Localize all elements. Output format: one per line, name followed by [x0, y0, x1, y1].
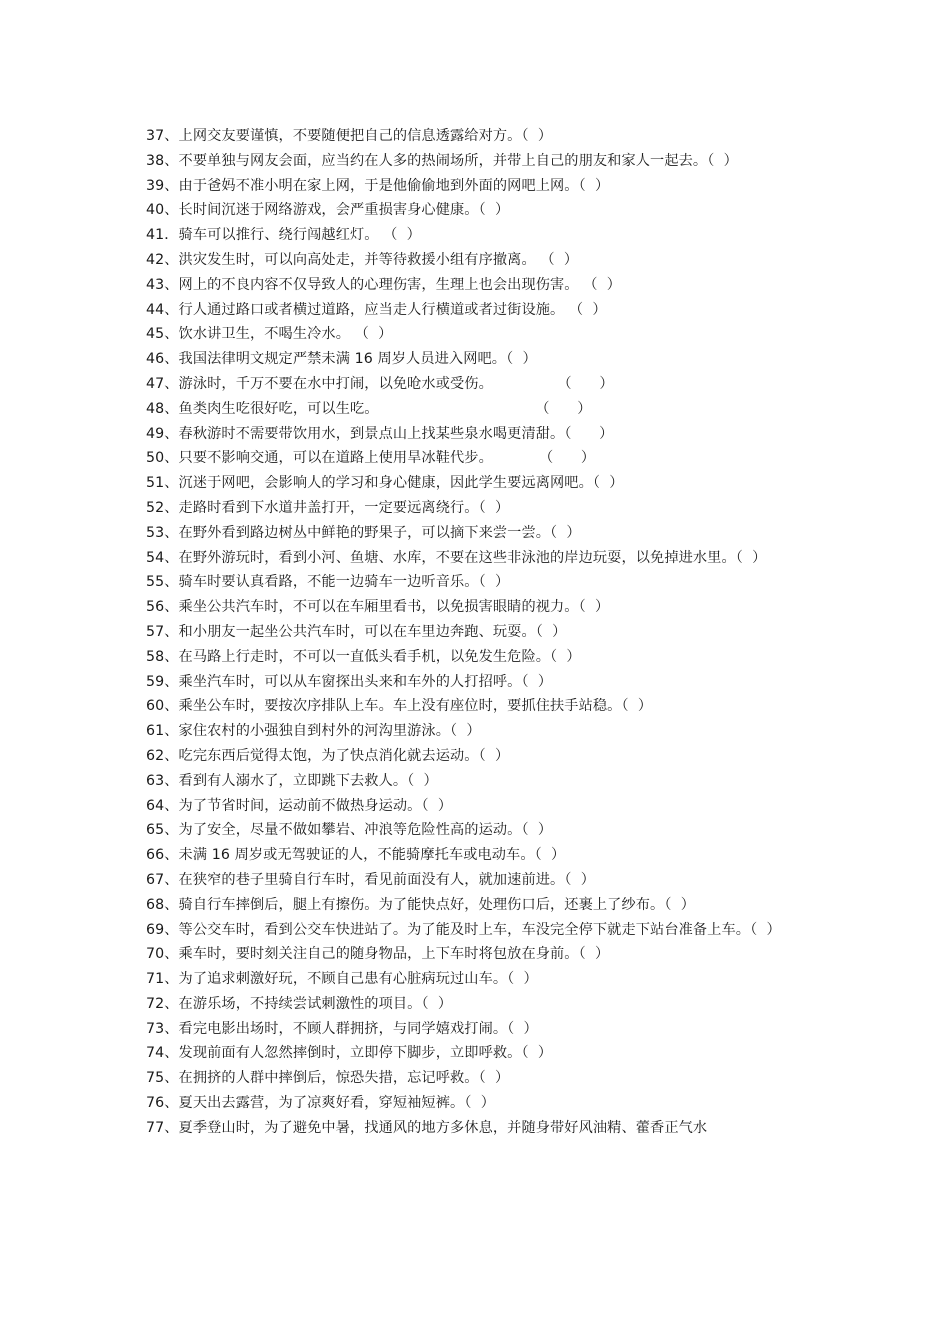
- question-item: 63、看到有人溺水了，立即跳下去救人。（ ）: [146, 772, 438, 789]
- question-item: 48、鱼类肉生吃很好吃，可以生吃。 （ ）: [146, 400, 592, 417]
- question-item: 53、在野外看到路边树丛中鲜艳的野果子，可以摘下来尝一尝。（ ）: [146, 524, 581, 541]
- question-item: 77、夏季登山时，为了避免中暑，找通风的地方多休息，并随身带好风油精、藿香正气水: [146, 1119, 708, 1136]
- question-item: 50、只要不影响交通，可以在道路上使用旱冰鞋代步。 （ ）: [146, 450, 596, 467]
- question-list: [146, 124, 814, 1141]
- question-item: 49、春秋游时不需要带饮用水，到景点山上找某些泉水喝更清甜。（ ）: [146, 425, 614, 442]
- question-item: 45、饮水讲卫生，不喝生冷水。 （ ）: [146, 326, 393, 343]
- question-item: 67、在狭窄的巷子里骑自行车时，看见前面没有人，就加速前进。（ ）: [146, 871, 595, 888]
- question-item: 64、为了节省时间，运动前不做热身运动。（ ）: [146, 797, 453, 814]
- question-item: 43、网上的不良内容不仅导致人的心理伤害，生理上也会出现伤害。 （ ）: [146, 276, 621, 293]
- question-item: 42、洪灾发生时，可以向高处走，并等待救援小组有序撤离。 （ ）: [146, 251, 579, 268]
- question-item: 70、乘车时，要时刻关注自己的随身物品，上下车时将包放在身前。（ ）: [146, 946, 610, 963]
- question-item: 68、骑自行车摔倒后，腿上有擦伤。为了能快点好，处理伤口后，还裹上了纱布。（ ）: [146, 896, 696, 913]
- question-item: 59、乘坐汽车时，可以从车窗探出头来和车外的人打招呼。（ ）: [146, 673, 553, 690]
- question-item: 66、未满 16 周岁或无驾驶证的人，不能骑摩托车或电动车。（ ）: [146, 847, 566, 864]
- question-item: 58、在马路上行走时，不可以一直低头看手机，以免发生危险。（ ）: [146, 648, 581, 665]
- question-item: 52、走路时看到下水道井盖打开，一定要远离绕行。（ ）: [146, 499, 510, 516]
- question-item: 40、长时间沉迷于网络游戏，会严重损害身心健康。（ ）: [146, 202, 510, 219]
- question-item: 60、乘坐公车时，要按次序排队上车。车上没有座位时，要抓住扶手站稳。（ ）: [146, 698, 653, 715]
- question-item: 61、家住农村的小强独自到村外的河沟里游泳。（ ）: [146, 723, 481, 740]
- question-item: 72、在游乐场，不持续尝试刺激性的项目。（ ）: [146, 995, 453, 1012]
- question-item: 56、乘坐公共汽车时，不可以在车厢里看书，以免损害眼睛的视力。（ ）: [146, 599, 610, 616]
- question-item: 57、和小朋友一起坐公共汽车时，可以在车里边奔跑、玩耍。（ ）: [146, 623, 567, 640]
- question-item: 71、为了追求刺激好玩，不顾自己患有心脏病玩过山车。（ ）: [146, 971, 538, 988]
- question-item: 76、夏天出去露营，为了凉爽好看，穿短袖短裤。（ ）: [146, 1095, 495, 1112]
- question-item: 62、吃完东西后觉得太饱，为了快点消化就去运动。（ ）: [146, 747, 510, 764]
- question-item: 41．骑车可以推行、绕行闯越红灯。 （ ）: [146, 227, 421, 244]
- question-item: 73、看完电影出场时，不顾人群拥挤，与同学嬉戏打闹。（ ）: [146, 1020, 538, 1037]
- question-item: 75、在拥挤的人群中摔倒后，惊恐失措，忘记呼救。（ ）: [146, 1070, 510, 1087]
- question-item: 46、我国法律明文规定严禁未满 16 周岁人员进入网吧。（ ）: [146, 351, 537, 368]
- question-item: 55、骑车时要认真看路，不能一边骑车一边听音乐。（ ）: [146, 574, 510, 591]
- question-item: 51、沉迷于网吧，会影响人的学习和身心健康，因此学生要远离网吧。（ ）: [146, 475, 624, 492]
- question-item: 39、由于爸妈不准小明在家上网，于是他偷偷地到外面的网吧上网。（ ）: [146, 177, 610, 194]
- question-item: 65、为了安全，尽量不做如攀岩、冲浪等危险性高的运动。（ ）: [146, 822, 553, 839]
- question-item: 54、在野外游玩时，看到小河、鱼塘、水库，不要在这些非泳池的岸边玩耍，以免掉进水里。（ ）: [146, 549, 767, 566]
- question-item: 44、行人通过路口或者横过道路，应当走人行横道或者过街设施。 （ ）: [146, 301, 607, 318]
- question-item: 38、不要单独与网友会面，应当约在人多的热闹场所，并带上自己的朋友和家人一起去。（ ）: [146, 152, 738, 169]
- question-item: 69、等公交车时，看到公交车快进站了。为了能及时上车，车没完全停下就走下站台准备上车。（ ）: [146, 921, 781, 938]
- question-item: 47、游泳时，千万不要在水中打闹，以免呛水或受伤。 （ ）: [146, 375, 614, 392]
- question-item: 74、发现前面有人忽然摔倒时，立即停下脚步，立即呼救。（ ）: [146, 1045, 553, 1062]
- question-item: 37、上网交友要谨慎，不要随便把自己的信息透露给对方。（ ）: [146, 128, 553, 144]
